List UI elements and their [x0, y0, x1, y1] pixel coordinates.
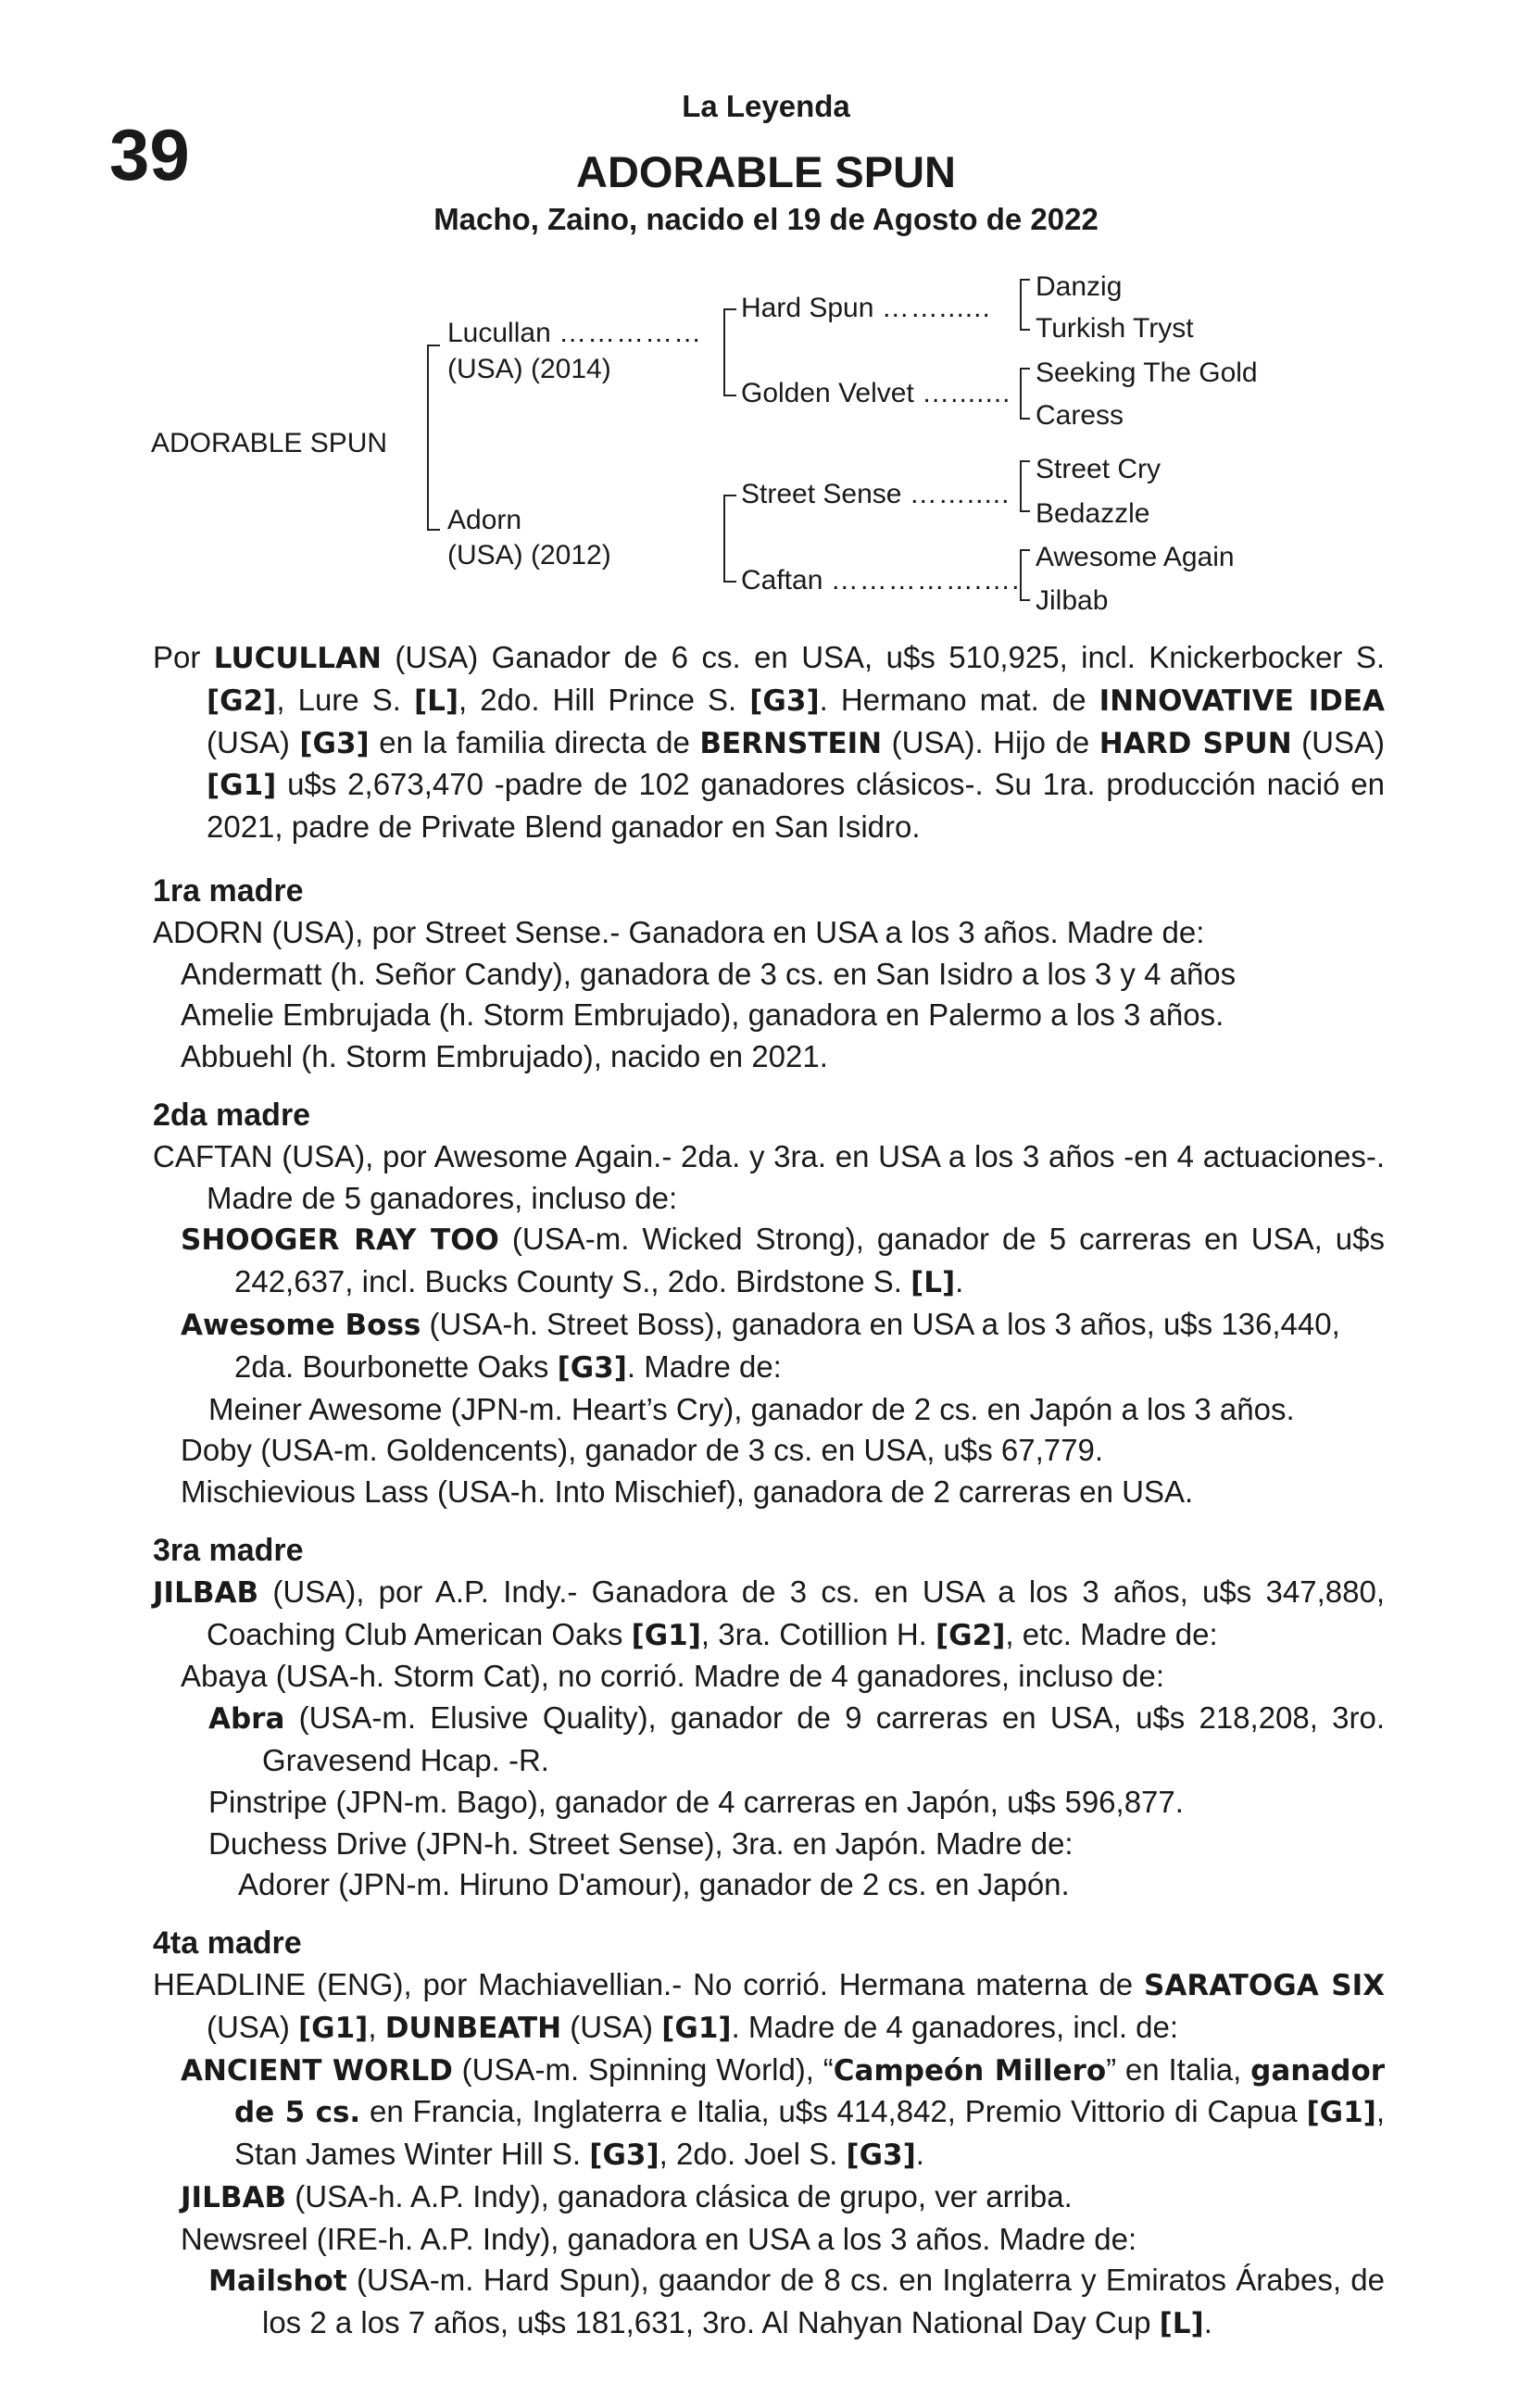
third-dam-intro: JILBAB (USA), por A.P. Indy.- Ganadora de 3 cs. en USA a los 3 años, u$s 347,880, Coaching Club American Oaks [G1], 3ra. Cotillion H. [G2], etc. Madre de: — [153, 1574, 1385, 1652]
fourth-dam-intro: HEADLINE (ENG), por Machiavellian.- No corrió. Hermana materna de SARATOGA SIX (USA) [G1], DUNBEATH (USA) [G1]. Madre de 4 ganadores, incl. de: — [153, 1966, 1385, 2045]
third-dam-heading: 3ra madre — [153, 1532, 304, 1568]
second-dam-intro: CAFTAN (USA), por Awesome Again.- 2da. y 3ra. en USA a los 3 años -en 4 actuaciones-. Madre de 5 ganadores, incluso de: — [153, 1138, 1385, 1215]
first-dam-heading: 1ra madre — [153, 872, 304, 909]
produce-line: Adorer (JPN-m. Hiruno D'amour), ganador de 2 cs. en Japón. — [238, 1867, 1070, 1902]
pedigree-gen3-3: Seeking The Gold — [1036, 357, 1258, 388]
catalog-body — [153, 637, 1385, 2345]
pedigree-gen3-2: Turkish Tryst — [1036, 313, 1194, 344]
pedigree-gen3-6: Bedazzle — [1036, 498, 1150, 529]
produce-line: Abra (USA-m. Elusive Quality), ganador de 9 carreras en USA, u$s 218,208, 3ro. Gravesend Hcap. -R. — [208, 1700, 1385, 1777]
produce-line: Abbuehl (h. Storm Embrujado), nacido en 2021. — [181, 1039, 828, 1074]
pedigree-dam: Adorn — [447, 505, 522, 535]
produce-line: Duchess Drive (JPN-h. Street Sense), 3ra. en Japón. Madre de: — [208, 1825, 1074, 1861]
consignor-name: La Leyenda — [682, 89, 850, 123]
pedigree-sire: Lucullan …………… — [447, 318, 703, 348]
horse-description: Macho, Zaino, nacido el 19 de Agosto de 2022 — [433, 202, 1099, 236]
second-dam-heading: 2da madre — [153, 1097, 311, 1133]
fourth-dam-heading: 4ta madre — [153, 1925, 302, 1962]
pedigree-brackets — [0, 0, 1532, 648]
produce-line: Abaya (USA-h. Storm Cat), no corrió. Madre de 4 ganadores, incluso de: — [181, 1659, 1165, 1694]
produce-line: Doby (USA-m. Goldencents), ganador de 3 cs. en USA, u$s 67,779. — [181, 1433, 1104, 1468]
first-dam-intro: ADORN (USA), por Street Sense.- Ganadora en USA a los 3 años. Madre de: — [153, 914, 1205, 949]
produce-line: Mailshot (USA-m. Hard Spun), gaandor de 8 cs. en Inglaterra y Emiratos Árabes, de los 2 a los 7 años, u$s 181,631, 3ro. Al Nahyan National Day Cup [L]. — [208, 2263, 1385, 2341]
pedigree-gen3-1: Danzig — [1036, 271, 1123, 302]
produce-line: ANCIENT WORLD (USA-m. Spinning World), “Campeón Millero” en Italia, ganador de 5 cs. en Francia, Inglaterra e Italia, u$s 414,842, Premio Vittorio di Capua [G1], Stan James Winter Hill S. [G3], 2do. Joel S. [G3]. — [181, 2051, 1386, 2173]
produce-line: Newsreel (IRE-h. A.P. Indy), ganadora en USA a los 3 años. Madre de: — [181, 2221, 1137, 2256]
pedigree-dam-origin: (USA) (2012) — [447, 540, 611, 571]
produce-line: SHOOGER RAY TOO (USA-m. Wicked Strong), ganador de 5 carreras en USA, u$s 242,637, incl. Bucks County S., 2do. Birdstone S. [L]. — [181, 1222, 1386, 1300]
pedigree-gen3-4: Caress — [1036, 400, 1124, 431]
pedigree-dam-dam: Caftan …………….…. — [741, 565, 1021, 596]
horse-name: ADORABLE SPUN — [576, 147, 956, 196]
produce-line: Amelie Embrujada (h. Storm Embrujado), ganadora en Palermo a los 3 años. — [181, 997, 1224, 1033]
produce-line: Mischievious Lass (USA-h. Into Mischief), ganadora de 2 carreras en USA. — [181, 1474, 1194, 1510]
sire-paragraph: Por LUCULLAN (USA) Ganador de 6 cs. en USA, u$s 510,925, incl. Knickerbocker S. [G2], Lure S. [L], 2do. Hill Prince S. [G3]. Hermano mat. de INNOVATIVE IDEA (USA) [G3] en la familia directa de BERNSTEIN (USA). Hijo de HARD SPUN (USA) [G1] u$s 2,673,470 -padre de 102 ganadores clásicos-. Su 1ra. producción nació en 2021, padre de Private Blend ganador en San Isidro. — [153, 640, 1386, 845]
pedigree-sire-sire: Hard Spun ……...... — [741, 293, 991, 323]
produce-line: Meiner Awesome (JPN-m. Heart’s Cry), ganador de 2 cs. en Japón a los 3 años. — [208, 1391, 1295, 1426]
pedigree-sire-dam: Golden Velvet …....... — [741, 378, 1011, 408]
pedigree-dam-sire: Street Sense ……..... — [741, 479, 1011, 509]
pedigree-gen3-8: Jilbab — [1036, 585, 1109, 616]
produce-line: Andermatt (h. Señor Candy), ganadora de 3 cs. en San Isidro a los 3 y 4 años — [181, 956, 1237, 991]
pedigree-gen3-5: Street Cry — [1036, 454, 1162, 484]
produce-line: Pinstripe (JPN-m. Bago), ganador de 4 carreras en Japón, u$s 596,877. — [208, 1784, 1184, 1819]
lot-number: 39 — [109, 114, 190, 195]
produce-line: JILBAB (USA-h. A.P. Indy), ganadora clásica de grupo, ver arriba. — [181, 2178, 1073, 2214]
produce-line: Awesome Boss (USA-h. Street Boss), ganadora en USA a los 3 años, u$s 136,440, 2da. Bourbonette Oaks [G3]. Madre de: — [181, 1306, 1340, 1385]
pedigree-sire-origin: (USA) (2014) — [447, 354, 611, 384]
pedigree-gen3-7: Awesome Again — [1036, 542, 1235, 572]
pedigree-subject: ADORABLE SPUN — [151, 428, 388, 458]
